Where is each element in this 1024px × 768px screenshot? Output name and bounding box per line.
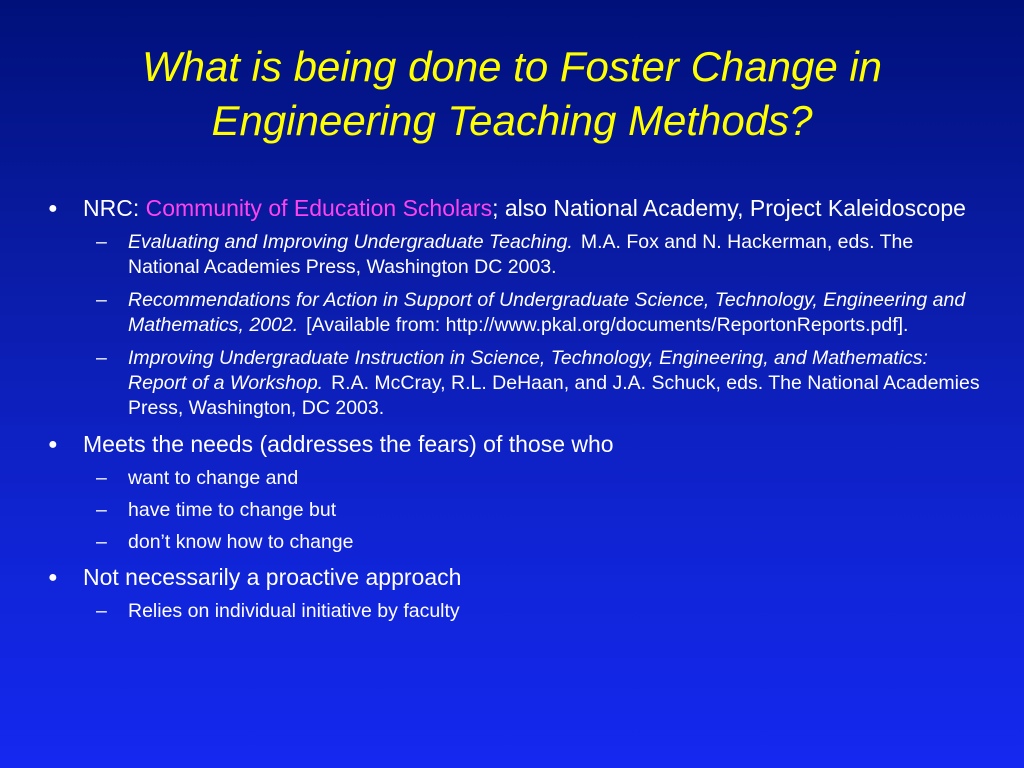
bullet-text: Not necessarily a proactive approach — [83, 564, 462, 590]
dash-marker: – — [96, 347, 107, 369]
subitem-text: R.A. McCray, R.L. DeHaan, and J.A. Schuck, eds. The National Academies Press, Washington, DC 2003. — [128, 372, 980, 419]
subitem-italic-title: Improving Undergraduate Instruction in Science, Technology, Engineering, and Mathematics: Report of a Workshop. — [128, 347, 928, 394]
subitem-text: Relies on individual initiative by faculty — [128, 600, 460, 622]
subitem-individual-initiative — [48, 599, 988, 624]
slide-title-line-1: What is being done to Foster Change in — [141, 43, 883, 90]
bullet-marker: ● — [48, 436, 58, 453]
subitem-text: want to change and — [128, 467, 299, 489]
bullet-marker: ● — [48, 569, 58, 586]
bullet-not-proactive — [48, 562, 988, 593]
subitem-improving-instruction — [48, 346, 988, 421]
dash-marker: – — [96, 289, 107, 311]
dash-marker: – — [96, 231, 107, 253]
slide-body — [48, 193, 988, 631]
slide-title — [20, 40, 1004, 148]
dash-marker: – — [96, 467, 107, 489]
bullet-nrc — [48, 193, 988, 224]
subitem-have-time — [48, 498, 988, 523]
subitem-want-to-change — [48, 466, 988, 491]
dash-marker: – — [96, 600, 107, 622]
bullet-suffix: ; also National Academy, Project Kaleidoscope — [492, 195, 966, 221]
community-of-education-scholars-link[interactable]: Community of Education Scholars — [145, 195, 493, 221]
subitem-text: have time to change but — [128, 499, 337, 521]
subitem-text: don’t know how to change — [128, 531, 354, 553]
bullet-prefix: NRC: — [83, 195, 146, 221]
bullet-marker: ● — [48, 200, 58, 217]
bullet-meets-needs — [48, 429, 988, 460]
bullet-text: Meets the needs (addresses the fears) of those who — [83, 431, 614, 457]
subitem-text: [Available from: http://www.pkal.org/documents/ReportonReports.pdf]. — [306, 314, 909, 336]
subitem-text: M.A. Fox and N. Hackerman, eds. The National Academies Press, Washington DC 2003. — [128, 231, 914, 278]
subitem-italic-title: Evaluating and Improving Undergraduate Teaching. — [128, 231, 573, 253]
subitem-italic-title: Recommendations for Action in Support of Undergraduate Science, Technology, Engineering and Mathematics, 2002. — [128, 289, 966, 336]
subitem-recommendations — [48, 288, 988, 338]
dash-marker: – — [96, 499, 107, 521]
slide-title-line-2: Engineering Teaching Methods? — [211, 97, 813, 144]
subitem-evaluating-teaching — [48, 230, 988, 280]
dash-marker: – — [96, 531, 107, 553]
subitem-dont-know-how — [48, 530, 988, 555]
